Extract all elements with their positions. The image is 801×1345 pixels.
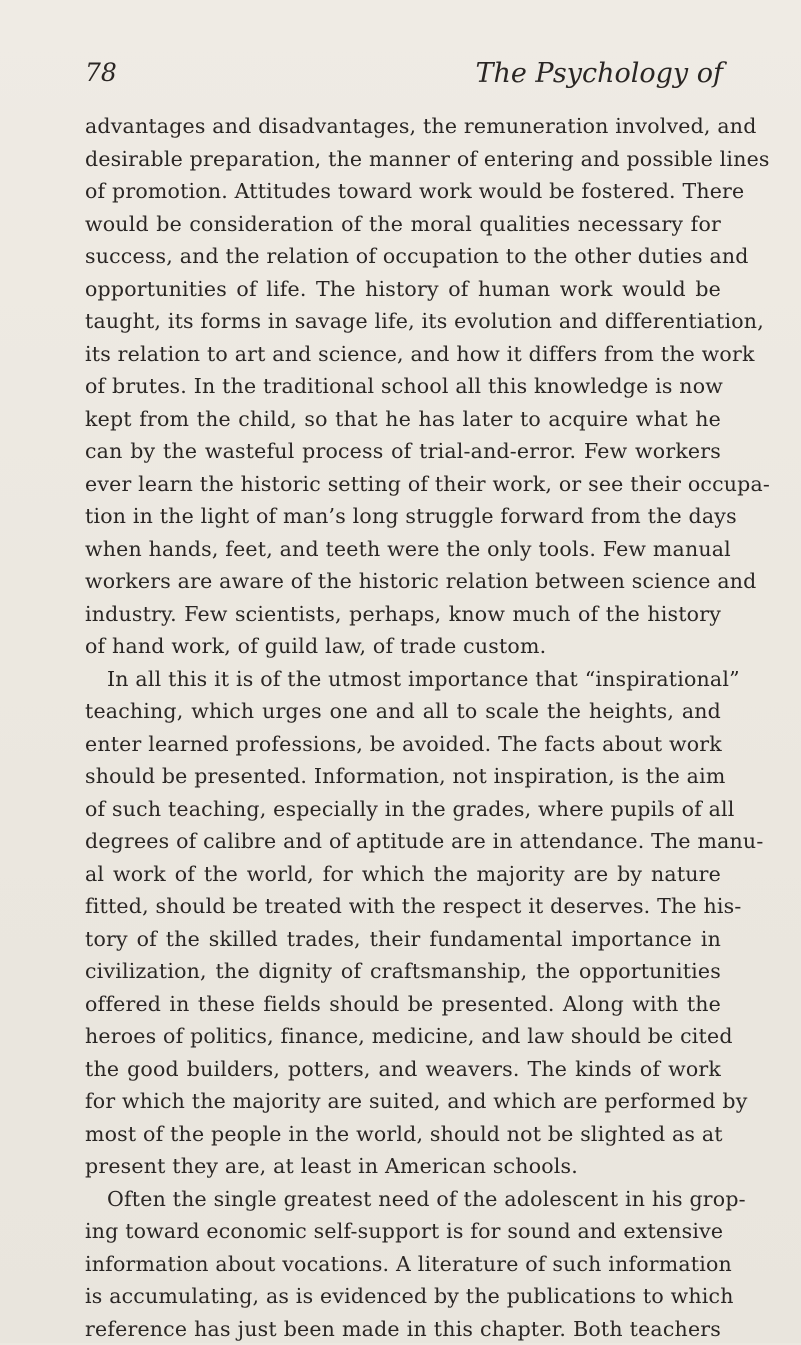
page-number: 78 — [85, 58, 117, 87]
text-line: workers are aware of the historic relation between science and — [85, 565, 721, 598]
text-line: opportunities of life. The history of human work would be — [85, 273, 721, 306]
text-line: taught, its forms in savage life, its evolution and differentiation, — [85, 305, 721, 338]
text-line: teaching, which urges one and all to scale the heights, and — [85, 695, 721, 728]
running-head — [85, 58, 723, 98]
text-line: industry. Few scientists, perhaps, know much of the history — [85, 598, 721, 631]
running-title: The Psychology of — [475, 58, 723, 89]
text-line: the good builders, potters, and weavers. The kinds of work — [85, 1053, 721, 1086]
text-line: civilization, the dignity of craftsmanship, the opportunities — [85, 955, 721, 988]
text-line: desirable preparation, the manner of entering and possible lines — [85, 143, 721, 176]
text-line: for which the majority are suited, and which are performed by — [85, 1085, 721, 1118]
text-line: Often the single greatest need of the adolescent in his grop- — [85, 1183, 721, 1216]
text-line: tory of the skilled trades, their fundamental importance in — [85, 923, 721, 956]
text-line: In all this it is of the utmost importance that “inspirational” — [85, 663, 721, 696]
text-line: of hand work, of guild law, of trade custom. — [85, 630, 721, 663]
text-line: can by the wasteful process of trial-and-error. Few workers — [85, 435, 721, 468]
text-line: tion in the light of man’s long struggle forward from the days — [85, 500, 721, 533]
text-line: most of the people in the world, should not be slighted as at — [85, 1118, 721, 1151]
text-line: of brutes. In the traditional school all this knowledge is now — [85, 370, 721, 403]
text-line: of such teaching, especially in the grades, where pupils of all — [85, 793, 721, 826]
text-line: would be consideration of the moral qualities necessary for — [85, 208, 721, 241]
text-line: present they are, at least in American schools. — [85, 1150, 721, 1183]
body-text — [85, 110, 721, 1345]
text-line: fitted, should be treated with the respect it deserves. The his- — [85, 890, 721, 923]
text-line: ever learn the historic setting of their work, or see their occupa- — [85, 468, 721, 501]
paragraph — [85, 1183, 721, 1345]
text-line: heroes of politics, finance, medicine, and law should be cited — [85, 1020, 721, 1053]
text-line: is accumulating, as is evidenced by the publications to which — [85, 1280, 721, 1313]
paragraph — [85, 110, 721, 663]
text-line: its relation to art and science, and how it differs from the work — [85, 338, 721, 371]
paragraph — [85, 663, 721, 1183]
text-line: degrees of calibre and of aptitude are in attendance. The manu- — [85, 825, 721, 858]
text-line: advantages and disadvantages, the remuneration involved, and — [85, 110, 721, 143]
text-line: information about vocations. A literature of such information — [85, 1248, 721, 1281]
text-line: ing toward economic self-support is for sound and extensive — [85, 1215, 721, 1248]
text-line: success, and the relation of occupation to the other duties and — [85, 240, 721, 273]
text-line: kept from the child, so that he has later to acquire what he — [85, 403, 721, 436]
text-line: reference has just been made in this chapter. Both teachers — [85, 1313, 721, 1345]
text-line: when hands, feet, and teeth were the only tools. Few manual — [85, 533, 721, 566]
text-line: of promotion. Attitudes toward work would be fostered. There — [85, 175, 721, 208]
text-line: offered in these fields should be presented. Along with the — [85, 988, 721, 1021]
text-line: enter learned professions, be avoided. The facts about work — [85, 728, 721, 761]
text-line: should be presented. Information, not inspiration, is the aim — [85, 760, 721, 793]
text-line: al work of the world, for which the majority are by nature — [85, 858, 721, 891]
